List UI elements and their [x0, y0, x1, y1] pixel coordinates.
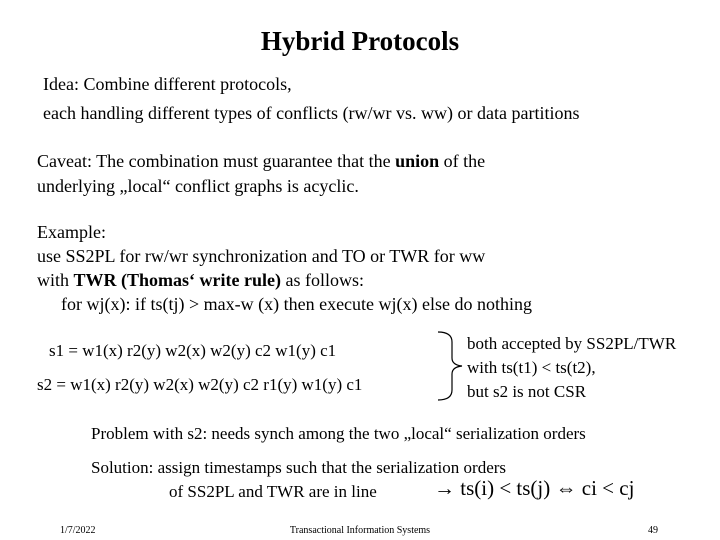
formula-right: ci < cj — [581, 476, 635, 500]
note-line-3: but s2 is not CSR — [467, 382, 587, 401]
footer-date: 1/7/2022 — [60, 525, 96, 536]
solution-formula — [434, 476, 634, 501]
solution-line-2: of SS2PL and TWR are in line — [169, 482, 377, 501]
idea-line-1: Idea: Combine different protocols, — [43, 74, 292, 94]
problem-line: Problem with s2: needs synch among the two „local“ serialization orders — [91, 424, 586, 443]
idea-line-2: each handling different types of conflicts (rw/wr vs. ww) or data partitions — [43, 103, 580, 123]
example-line-3 — [37, 268, 364, 292]
footer-page-number: 49 — [648, 525, 658, 536]
footer-center: Transactional Information Systems — [289, 525, 431, 536]
slide-title: Hybrid Protocols — [260, 26, 460, 56]
right-brace-icon — [436, 330, 466, 402]
twr-term: TWR (Thomas‘ write rule) — [73, 270, 281, 290]
note-line-1: both accepted by SS2PL/TWR — [467, 334, 677, 353]
solution-line-1: Solution: assign timestamps such that the serialization orders — [91, 458, 507, 477]
example-text-post: as follows: — [280, 270, 364, 290]
example-text-pre: with — [37, 270, 74, 290]
example-line-4: for wj(x): if ts(tj) > max-w (x) then execute wj(x) else do nothing — [61, 294, 533, 314]
equivalence-icon: ⇔ — [555, 476, 577, 500]
example-line-2: use SS2PL for rw/wr synchronization and TO or TWR for ww — [37, 246, 486, 266]
caveat-union-word: union — [395, 151, 440, 171]
schedule-s2: s2 = w1(x) r2(y) w2(x) w2(y) c2 r1(y) w1(y) c1 — [37, 375, 363, 394]
note-line-2: with ts(t1) < ts(t2), — [467, 358, 596, 377]
caveat-text-post: of the — [439, 151, 486, 171]
schedule-s1: s1 = w1(x) r2(y) w2(x) w2(y) c2 w1(y) c1 — [49, 341, 337, 360]
formula-left: ts(i) < ts(j) — [460, 476, 551, 500]
caveat-text-pre: Caveat: The combination must guarantee that the — [37, 151, 396, 171]
caveat-line-2: underlying „local“ conflict graphs is acyclic. — [37, 176, 359, 196]
caveat-line-1 — [37, 149, 485, 173]
example-line-1: Example: — [37, 222, 106, 242]
right-arrow-icon: → — [434, 476, 455, 500]
